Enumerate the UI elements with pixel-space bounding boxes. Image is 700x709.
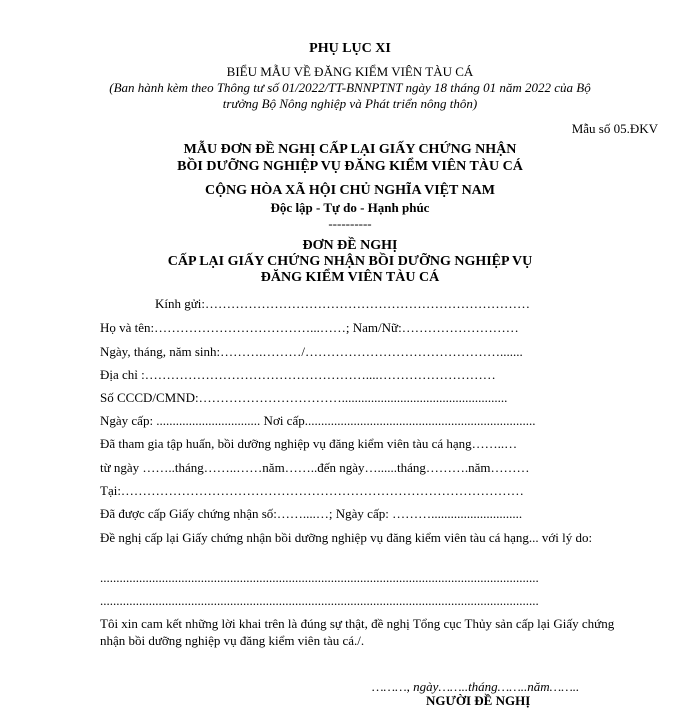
issued-note-line-1: (Ban hành kèm theo Thông tư số 01/2022/TT-BNNPTNT ngày 18 tháng 01 năm 2022 của Bộ: [109, 80, 591, 95]
name-gender-field: Họ và tên:………………………………...……; Nam/Nữ:………………………: [100, 320, 519, 335]
separator: ----------: [328, 216, 372, 231]
training-place-field: Tại:…………………………………………………………………………………: [100, 483, 524, 498]
signer-title: NGƯỜI ĐỀ NGHỊ: [426, 693, 531, 708]
form-name-line-2: BỒI DƯỠNG NGHIỆP VỤ ĐĂNG KIỂM VIÊN TÀU CÁ: [177, 159, 523, 174]
request-title-line-3: ĐĂNG KIỂM VIÊN TÀU CÁ: [260, 270, 440, 285]
form-name-line-1: MẪU ĐƠN ĐỀ NGHỊ CẤP LẠI GIẤY CHỨNG NHẬN: [183, 142, 517, 157]
blank-line-1: .......................................................................................................................................: [100, 570, 539, 585]
training-rank-field: Đã tham gia tập huấn, bồi dưỡng nghiệp vụ đăng kiểm viên tàu cá hạng……..…: [100, 436, 518, 451]
request-title-line-1: ĐƠN ĐỀ NGHỊ: [302, 238, 398, 253]
issued-note-line-2: trưởng Bộ Nông nghiệp và Phát triển nông thôn): [222, 96, 478, 111]
id-number-field: Số CCCD/CMND:……………………………...................................................: [100, 390, 508, 405]
date-line: ………, ngày……..tháng……..năm……..: [372, 679, 580, 694]
recipient-field: Kính gửi:…………………………………………………………………: [155, 296, 531, 311]
blank-line-2: .......................................................................................................................................: [100, 593, 539, 608]
form-group-title: BIỂU MẪU VỀ ĐĂNG KIỂM VIÊN TÀU CÁ: [226, 64, 474, 79]
birth-date-field: Ngày, tháng, năm sinh:……….………/……………………………………….......: [100, 344, 523, 359]
national-title: CỘNG HÒA XÃ HỘI CHỦ NGHĨA VIỆT NAM: [204, 183, 495, 198]
address-field: Địa chỉ :……………………………………………....………………………: [100, 367, 496, 382]
issue-date-place-field: Ngày cấp: ................................ Nơi cấp.......................................................................: [100, 413, 536, 428]
training-period-field: từ ngày ……..tháng……..……năm……..đến ngày…......tháng……….năm………: [100, 460, 530, 475]
commitment-paragraph: Tôi xin cam kết những lời khai trên là đúng sự thật, đề nghị Tổng cục Thủy sản cấp lại Giấy chứng nhận bồi dưỡng nghiệp vụ đăng kiểm viên tàu cá./.: [100, 616, 615, 648]
reissue-reason-field: Đề nghị cấp lại Giấy chứng nhận bồi dưỡng nghiệp vụ đăng kiểm viên tàu cá hạng... với lý do:: [100, 530, 593, 545]
certificate-no-date-field: Đã được cấp Giấy chứng nhận số:……....…; Ngày cấp: ………............................: [100, 506, 523, 521]
motto: Độc lập - Tự do - Hạnh phúc: [270, 200, 430, 215]
form-code: Mẫu số 05.ĐKV: [571, 121, 658, 136]
appendix-title: PHỤ LỤC XI: [309, 41, 391, 56]
request-title-line-2: CẤP LẠI GIẤY CHỨNG NHẬN BỒI DƯỠNG NGHIỆP VỤ: [167, 254, 533, 269]
